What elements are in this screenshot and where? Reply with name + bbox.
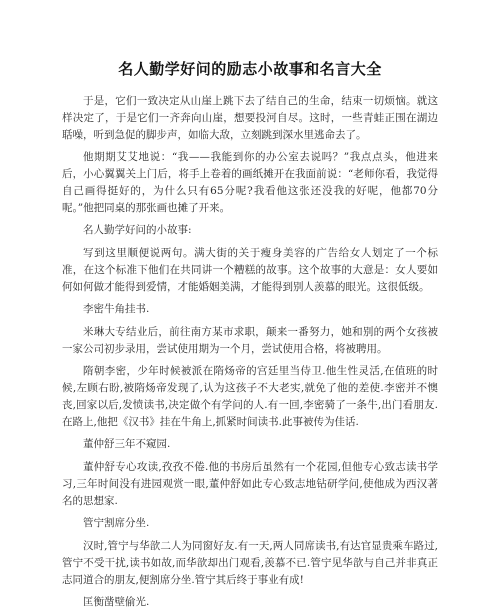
body-paragraph: 董仲舒专心攻读,孜孜不倦.他的书房后虽然有一个花园,但他专心致志读书学习,三年时间没有进园观赏一眼,董仲舒如此专心致志地钻研学问,使他成为西汉著名的思想家. <box>62 461 438 507</box>
body-paragraph: 米琳大专结业后，前往南方某市求职，颠来一番努力，她和别的两个女孩被一家公司初步录用，尝试使用期为一个月，尝试使用合格，将被聘用。 <box>62 326 438 355</box>
section-heading: 名人勤学好问的小故事: <box>83 224 192 236</box>
section-heading: 匡衡凿壁偷光. <box>83 596 150 608</box>
body-paragraph: 于是，它们一致决定从山崖上跳下去了结自己的生命，结束一切烦恼。就这样决定了，于是它们一齐奔向山崖，想要投河自尽。这时，一些青蛙正围在湖边聒噪，听到急促的脚步声，如临大敌，立刻跳到深水里逃命去了。 <box>62 95 438 141</box>
document-body <box>62 93 438 611</box>
body-paragraph: 写到这里顺便说两句。满大街的关于瘦身美容的广告给女人划定了一个标准，在这个标准下他们在共同讲一个糟糕的故事。这个故事的大意是：女人要如何如何做才能得到爱情，才能婚姻美满，才能得到别人羡慕的眼光。这很低级。 <box>62 247 438 293</box>
section-heading: 管宁割席分坐. <box>83 517 150 529</box>
body-paragraph: 他期期艾艾地说：“我——我能到你的办公室去说吗？”我点点头，他进来后，小心翼翼关上门后，将手上卷着的画纸摊开在我面前说：“老师你看，我觉得自己画得挺好的，为什么只有65分呢?我看他这张还没我的好呢，他都70分呢。”他把同桌的那张画也摊了开来。 <box>62 151 438 214</box>
body-paragraph: 汉时,管宁与华歆二人为同窗好友.有一天,两人同席读书,有达官显贵乘车路过,管宁不受干扰,读书如故,而华歆却出门观看,羡慕不已.管宁见华歆与自己并非真正志同道合的朋友,便割席分坐.管宁其后终于事业有成! <box>62 540 438 586</box>
body-paragraph: 隋朝李密，少年时候被派在隋炀帝的宫廷里当侍卫.他生性灵活,在值班的时候,左顾右盼,被隋炀帝发现了,认为这孩子不大老实,就免了他的差使.李密并不懊丧,回家以后,发愤读书,决定做个有学问的人.有一回,李密骑了一条牛,出门看朋友.在路上,他把《汉书》挂在牛角上,抓紧时间读书.此事被传为佳话. <box>62 365 438 428</box>
section-heading: 李密牛角挂书. <box>83 303 150 315</box>
section-heading: 董仲舒三年不窥园. <box>83 438 171 450</box>
document-title: 名人勤学好问的励志小故事和名言大全 <box>118 60 382 78</box>
